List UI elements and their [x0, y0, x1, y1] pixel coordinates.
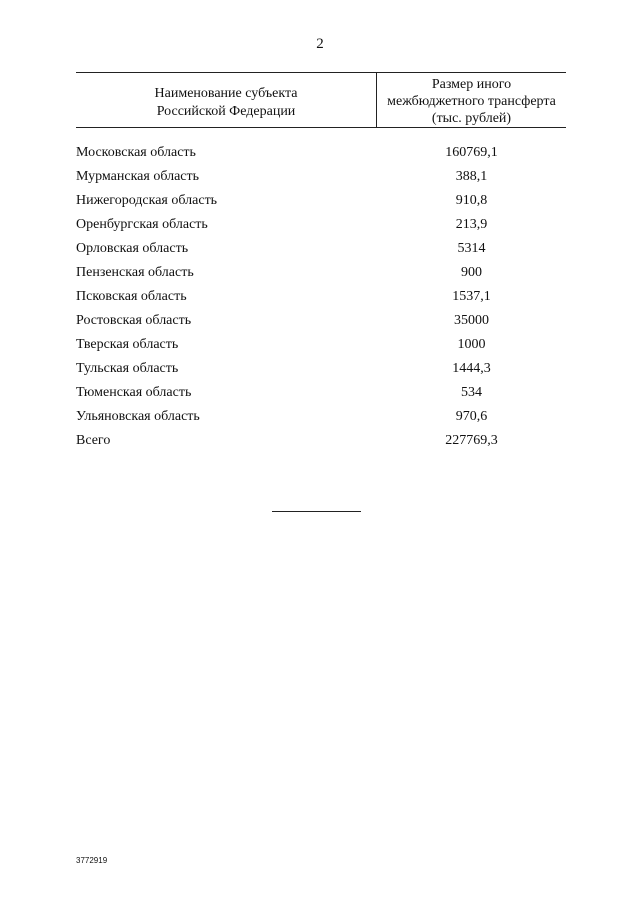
region-name: Псковская область [76, 289, 187, 304]
transfer-value: 388,1 [455, 169, 488, 184]
table-row [76, 239, 566, 263]
region-name: Московская область [76, 145, 196, 160]
table-row [76, 287, 566, 311]
transfer-value: 900 [461, 265, 482, 280]
transfer-value: 1537,1 [452, 289, 491, 304]
transfer-value: 213,9 [455, 217, 488, 232]
region-name: Орловская область [76, 241, 189, 256]
transfer-value: 160769,1 [445, 145, 498, 160]
table-body [76, 143, 566, 455]
header-amount-line2: межбюджетного трансферта [387, 94, 556, 109]
table-row [76, 167, 566, 191]
region-name: Ульяновская область [76, 409, 200, 424]
region-name: Пензенская область [76, 265, 194, 280]
table-row [76, 143, 566, 167]
region-name: Мурманская область [76, 169, 200, 184]
table-row [76, 359, 566, 383]
total-row [76, 431, 566, 455]
region-name: Оренбургская область [76, 217, 208, 232]
table-row [76, 191, 566, 215]
region-name: Ростовская область [76, 313, 192, 328]
region-name: Тульская область [76, 361, 179, 376]
end-of-table-rule [272, 511, 361, 512]
transfer-value: 35000 [454, 313, 489, 328]
header-subject-line2: Российской Федерации [156, 104, 296, 119]
region-name: Тюменская область [76, 385, 192, 400]
header-amount-line3: (тыс. рублей) [431, 111, 512, 126]
transfer-value: 534 [461, 385, 482, 400]
header-transfer-amount [377, 76, 566, 127]
header-subject-line1: Наименование субъекта [154, 86, 298, 101]
table-row [76, 407, 566, 431]
transfer-value: 910,8 [455, 193, 488, 208]
transfer-value: 1444,3 [452, 361, 491, 376]
total-label: Всего [76, 433, 111, 448]
region-name: Тверская область [76, 337, 179, 352]
header-amount-line1: Размер иного [431, 77, 512, 92]
header-subject-name [76, 85, 376, 121]
table-header [76, 72, 566, 128]
table-row [76, 335, 566, 359]
table-row [76, 311, 566, 335]
table-row [76, 383, 566, 407]
transfer-value: 970,6 [455, 409, 488, 424]
transfer-value: 1000 [457, 337, 486, 352]
region-name: Нижегородская область [76, 193, 218, 208]
page-number: 2 [316, 36, 324, 52]
table-row [76, 215, 566, 239]
transfer-value: 5314 [457, 241, 486, 256]
document-number: 3772919 [76, 856, 108, 865]
total-value: 227769,3 [445, 433, 498, 448]
table-row [76, 263, 566, 287]
